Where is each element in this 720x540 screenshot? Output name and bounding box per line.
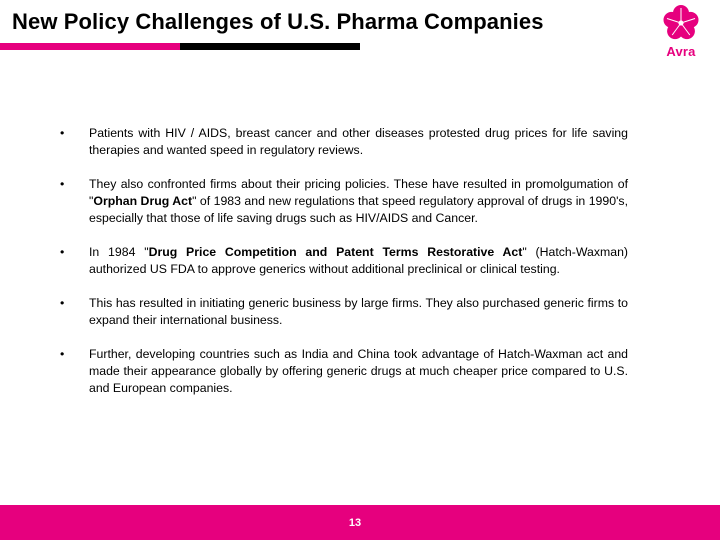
- bullet-text: Patients with HIV / AIDS, breast cancer and other diseases protested drug prices for life saving therapies and wanted speed in regulatory reviews.: [89, 126, 628, 157]
- bullet-text: In 1984 ": [89, 245, 149, 259]
- bullet-marker: •: [60, 245, 65, 259]
- bullet-text: This has resulted in initiating generic business by large firms. They also purchased generic firms to expand their international business.: [89, 296, 628, 327]
- bullet-item: [60, 244, 628, 278]
- bullet-text-continued: " of 1983 and new regulations that speed regulatory approval of drugs in 1990's, especially that those of life saving drugs such as HIV/AIDS and Cancer.: [89, 194, 628, 225]
- slide-title: New Policy Challenges of U.S. Pharma Companies: [12, 9, 544, 34]
- avra-flower-icon: [658, 2, 704, 44]
- avra-logo: [650, 2, 712, 62]
- bullet-item: [60, 346, 628, 397]
- bullet-text-continued: " (Hatch-Waxman) authorized US FDA to approve generics without additional preclinical or clinical testing.: [89, 245, 628, 276]
- bullet-list: [60, 125, 628, 414]
- bullet-bold-term: Drug Price Competition and Patent Terms Restorative Act: [148, 245, 523, 259]
- title-underline-pink: [0, 43, 180, 50]
- footer-bar: [0, 505, 720, 540]
- bullet-text: Further, developing countries such as India and China took advantage of Hatch-Waxman act and made their appearance globally by offering generic drugs at much cheaper price compared to U.S. and European companies.: [89, 347, 628, 395]
- bullet-marker: •: [60, 347, 65, 361]
- page-number: 13: [348, 517, 362, 529]
- bullet-marker: •: [60, 126, 65, 140]
- bullet-item: [60, 125, 628, 159]
- bullet-marker: •: [60, 296, 65, 310]
- bullet-marker: •: [60, 177, 65, 191]
- bullet-item: [60, 295, 628, 329]
- bullet-text: They also confronted firms about their pricing policies. These have resulted in promolgumation of ": [89, 177, 628, 208]
- avra-logo-text: Avra: [666, 44, 696, 59]
- bullet-item: [60, 176, 628, 227]
- bullet-bold-term: Orphan Drug Act: [93, 194, 193, 208]
